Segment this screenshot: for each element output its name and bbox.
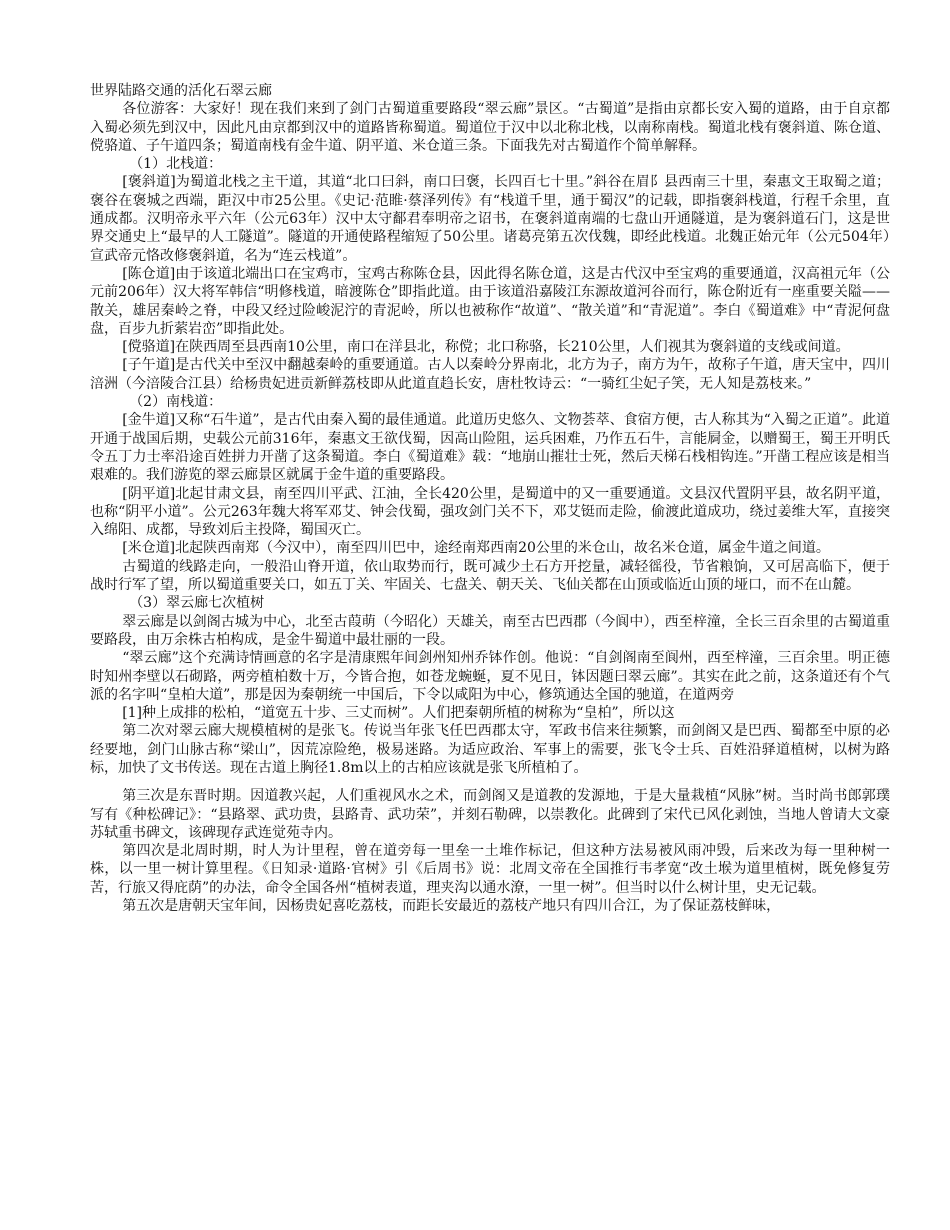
paragraph-tangluo: [傥骆道]在陕西周至县西南10公里，南口在洋县北，称傥；北口称骆，长210公里，人们视其为褒斜道的支线或间道。 xyxy=(122,339,850,356)
section-heading-south: （2）南栈道： xyxy=(129,394,223,411)
paragraph-baoxie: [褒斜道]为蜀道北栈之主干道，其道“北口曰斜，南口曰褒，长四百七十里。”斜谷在眉阝县西南三十里，秦惠文王取蜀之道；褒谷在褒城之西端，距汉中市25公里。《史记·范睢·蔡泽列传》有“栈道千里，通于蜀汉”的记载，即指褒斜栈道，行程千余里，直通成都。汉明帝永平六年（公元63年）汉中太守鄐君奉明帝之诏书，在褒斜道南端的七盘山开通隧道，是为褒斜道石门，这是世界交通史上“最早的人工隧道”。隧道的开通使路程缩短了50公里。诸葛亮第五次伐魏，即经此栈道。北魏正始元年（公元504年）宣武帝元恪改修褒斜道，名为“连云栈道”。 xyxy=(90,174,890,264)
paragraph-fourth-planting: 第四次是北周时期，时人为计里程，曾在道旁每一里垒一土堆作标记，但这种方法易被风雨冲毁，后来改为每一里种树一株，以一里一树计算里程。《日知录·道路·官树》引《后周书》说：北周文帝在全国推行韦孝宽“改土堠为道里植树，既免修复劳苦，行旅又得庇荫”的办法，命令全国各州“植树表道，理夹沟以通水潦，一里一树”。但当时以什么树计里，史无记载。 xyxy=(90,843,890,896)
paragraph-footnote: [1]种上成排的松柏，“道宽五十步、三丈而树”。人们把秦朝所植的树称为“皇柏”，所以这 xyxy=(122,705,675,722)
paragraph-name-origin: “翠云廊”这个充满诗情画意的名字是清康熙年间剑州知州乔钵作创。他说：“自剑阁南至阆州，西至梓潼，三百余里。明正德时知州李壁以石砌路，两旁植柏数十万，今皆合抱，如苍龙蜿蜒，夏不见日，钵因题曰翠云廊”。其实在此之前，这条道还有个气派的名字叫“皇柏大道”，那是因为秦朝统一中国后，下令以咸阳为中心，修筑通达全国的驰道，在道两旁 xyxy=(90,650,890,703)
paragraph-second-planting: 第二次对翠云廊大规模植树的是张飞。传说当年张飞任巴西郡太守，军政书信来往频繁，而剑阁又是巴西、蜀都至中原的必经要地，剑门山脉古称“梁山”，因荒凉险绝，极易迷路。为适应政治、军事上的需要，张飞令士兵、百姓沿驿道植树，以树为路标，加快了文书传送。现在古道上胸径1.8m以上的古柏应该就是张飞所植柏了。 xyxy=(90,723,890,776)
paragraph-yinping: [阴平道]北起甘肃文县，南至四川平武、江油，全长420公里，是蜀道中的又一重要通道。文县汉代置阴平县，故名阴平道，也称“阴平小道”。公元263年魏大将军邓艾、钟会伐蜀，强攻剑门关不下，邓艾铤而走险，偷渡此道成功，绕过姜维大军，直接突入绵阳、成都，导致刘后主投降，蜀国灭亡。 xyxy=(90,485,890,539)
paragraph-ziwu: [子午道]是古代关中至汉中翻越秦岭的重要通道。古人以秦岭分界南北，北方为子，南方为午，故称子午道，唐天宝中，四川涪洲（今涪陵合江县）给杨贵妃进贡新鲜荔枝即从此道直趋长安，唐杜牧诗云：“一骑红尘妃子笑，无人知是荔枝来。” xyxy=(90,357,890,392)
section-heading-north: （1）北栈道： xyxy=(129,156,223,173)
paragraph-jinniu: [金牛道]又称“石牛道”，是古代由秦入蜀的最佳通道。此道历史悠久、文物荟萃、食宿方便，古人称其为“入蜀之正道”。此道开通于战国后期，史载公元前316年，秦惠文王欲伐蜀，因高山险阻，运兵困难，乃作五石牛，言能屙金，以赠蜀王，蜀王开明氏令五丁力士率沿途百姓拼力开凿了这条蜀道。李白《蜀道难》载：“地崩山摧壮士死，然后天梯石栈相钩连。”开凿工程应该是相当艰难的。我们游览的翠云廊景区就属于金牛道的重要路段。 xyxy=(90,412,890,484)
paragraph-fifth-planting: 第五次是唐朝天宝年间，因杨贵妃喜吃荔枝，而距长安最近的荔枝产地只有四川合江，为了保证荔枝鲜味， xyxy=(122,898,781,915)
section-heading-trees: （3）翠云廊七次植树 xyxy=(129,595,265,612)
document-title: 世界陆路交通的活化石翠云廊 xyxy=(90,83,272,99)
paragraph-third-planting: 第三次是东晋时期。因道教兴起，人们重视风水之术，而剑阁又是道教的发源地，于是大量栽植“风脉”树。当时尚书郎郭璞写有《种松碑记》：“县路翠、武功贵，县路青、武功荣”，并刻石勒碑，以崇教化。此碑到了宋代已风化剥蚀，当地人曾请大文豪苏轼重书碑文，该碑现存武连觉苑寺内。 xyxy=(90,788,890,841)
paragraph-route: 古蜀道的线路走向，一般沿山脊开道，依山取势而行，既可减少土石方开挖量，减轻徭役，节省粮饷，又可居高临下，便于战时行军了望，所以蜀道重要关口，如五丁关、牢固关、七盘关、朝天关、飞仙关都在山顶或临近山顶的垭口，而不在山麓。 xyxy=(90,558,890,594)
paragraph-cuiyunlang: 翠云廊是以剑阁古城为中心，北至古葭萌（今昭化）天雄关，南至古巴西郡（今阆中），西至梓潼，全长三百余里的古蜀道重要路段，由万余株古柏构成，是金牛蜀道中最壮丽的一段。 xyxy=(90,613,890,648)
paragraph-chencang: [陈仓道]由于该道北端出口在宝鸡市，宝鸡古称陈仓县，因此得名陈仓道，这是古代汉中至宝鸡的重要通道，汉高祖元年（公元前206年）汉大将军韩信“明修栈道，暗渡陈仓”即指此道。由于该道沿嘉陵江东源故道河谷而行，陈仓附近有一座重要关隘——散关，雄居秦岭之脊，中段又经过险峻泥泞的青泥岭，所以也被称作“故道”、“散关道”和“青泥道”。李白《蜀道难》中“青泥何盘盘，百步九折萦岩峦”即指此处。 xyxy=(90,265,890,337)
paragraph-intro: 各位游客：大家好！现在我们来到了剑门古蜀道重要路段“翠云廊”景区。“古蜀道”是指由京都长安入蜀的道路，由于自京都入蜀必须先到汉中，因此凡由京都到汉中的道路皆称蜀道。蜀道位于汉中以北称北栈，以南称南栈。蜀道北栈有褒斜道、陈仓道、傥骆道、子午道四条；蜀道南栈有金牛道、阴平道、米仓道三条。下面我先对古蜀道作个简单解释。 xyxy=(90,101,890,154)
paragraph-micang: [米仓道]北起陕西南郑（今汉中），南至四川巴中，途经南郑西南20公里的米仓山，故名米仓道，属金牛道之间道。 xyxy=(122,540,830,557)
